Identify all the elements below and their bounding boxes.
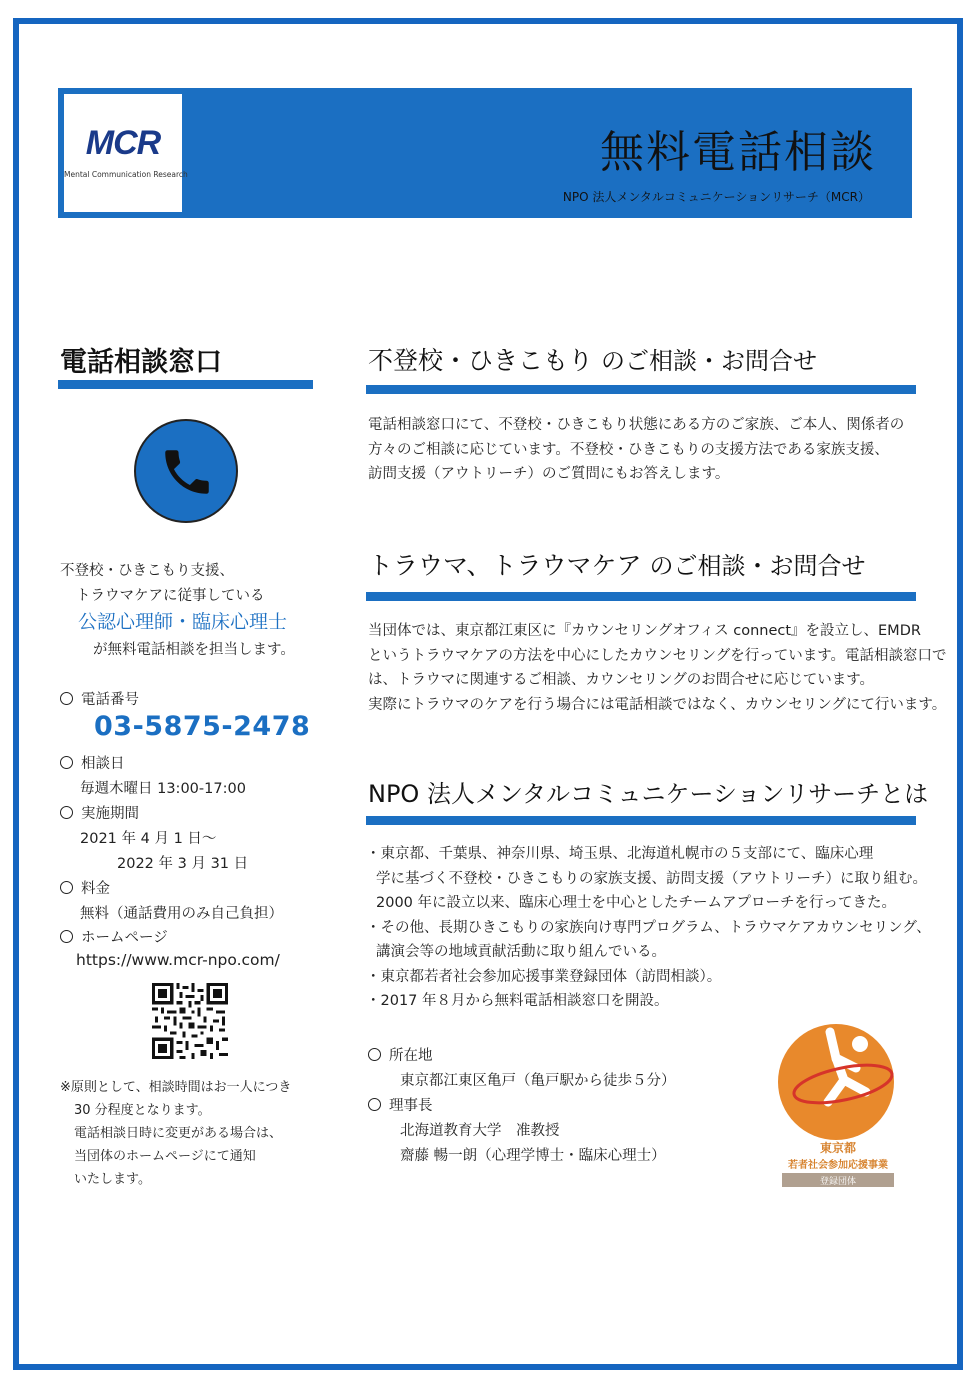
bullet-circle-icon [368, 1048, 381, 1061]
section-futoko-title [368, 341, 817, 377]
fee-value: 無料（通話費用のみ自己負担） [80, 906, 283, 922]
paragraph-line: 学に基づく不登校・ひきこもりの家族支援、訪問支援（アウトリーチ）に取り組む。 [376, 870, 927, 887]
period-start: 2021 年 4 月 1 日～ [80, 831, 217, 847]
section-trauma-title-sub: のご相談・お問合せ [649, 552, 866, 580]
paragraph-line: 方々のご相談に応じています。不登校・ひきこもりの支援方法である家族支援、 [368, 441, 889, 458]
day-label-row [60, 752, 125, 773]
director-name: 齋藤 暢一朗（心理学博士・臨床心理士） [400, 1148, 666, 1164]
tokyo-youth-badge [768, 1010, 908, 1195]
period-end: 2022 年 3 月 31 日 [117, 856, 249, 872]
phone-number[interactable]: 03-5875-2478 [94, 711, 311, 742]
section-trauma-title [368, 546, 865, 582]
left-title-underline [58, 380, 313, 389]
paragraph-line: 電話相談窓口にて、不登校・ひきこもり状態にある方のご家族、ご本人、関係者の [368, 417, 905, 433]
note-line-3: 電話相談日時に変更がある場合は、 [74, 1126, 283, 1141]
page-title: 無料電話相談 [600, 127, 876, 178]
paragraph-line: というトラウマケアの方法を中心にしたカウンセリングを行っています。電話相談窓口で [368, 647, 947, 664]
section-about-title: NPO 法人メンタルコミュニケーションリサーチとは [368, 780, 929, 808]
paragraph-line: ・東京都若者社会参加応援事業登録団体（訪問相談）。 [366, 968, 722, 985]
header-banner [58, 88, 912, 218]
section-trauma-title-main: トラウマ、トラウマケア [368, 551, 642, 580]
bullet-circle-icon [60, 881, 73, 894]
paragraph-line: ・東京都、千葉県、神奈川県、埼玉県、北海道札幌市の５支部にて、臨床心理 [366, 846, 874, 862]
homepage-url[interactable]: https://www.mcr-npo.com/ [76, 951, 280, 969]
paragraph-line: 訪問支援（アウトリーチ）のご質問にもお答えします。 [368, 466, 730, 482]
note-line-4: 当団体のホームページにて通知 [74, 1149, 256, 1164]
address-label-row [368, 1044, 433, 1065]
day-value: 毎週木曜日 13:00-17:00 [80, 781, 246, 797]
paragraph-line: 実際にトラウマのケアを行う場合には電話相談ではなく、カウンセリングにて行います。 [368, 696, 947, 713]
fee-label: 料金 [81, 881, 110, 897]
note-line-5: いたします。 [74, 1172, 151, 1187]
phone-label: 電話番号 [81, 692, 139, 708]
intro-line-1: 不登校・ひきこもり支援、 [60, 563, 234, 579]
section-futoko-underline [366, 385, 916, 394]
phone-label-row [60, 688, 139, 709]
section-about-underline [366, 816, 916, 825]
homepage-label-row [60, 926, 168, 947]
intro-line-2: トラウマケアに従事している [76, 588, 265, 604]
paragraph-line: ・その他、長期ひきこもりの家族向け専門プログラム、トラウマケアカウンセリング、 [366, 919, 931, 936]
license-text: 公認心理師・臨床心理士 [78, 611, 288, 633]
paragraph-line: 講演会等の地域貢献活動に取り組んでいる。 [376, 944, 666, 960]
day-label: 相談日 [81, 756, 125, 772]
paragraph-line: 2000 年に設立以来、臨床心理士を中心としたチームアプローチを行ってきた。 [376, 895, 897, 911]
mcr-logo [64, 94, 188, 212]
qr-code[interactable] [152, 983, 228, 1059]
badge-line-3: 登録団体 [819, 1177, 857, 1187]
paragraph-line: は、トラウマに関連するご相談、カウンセリングのお問合せに応じています。 [368, 672, 875, 688]
homepage-label: ホームページ [81, 930, 168, 946]
bullet-circle-icon [60, 930, 73, 943]
note-line-1: ※原則として、相談時間はお一人につき [60, 1080, 292, 1095]
section-futoko-title-sub: のご相談・お問合せ [600, 347, 817, 375]
director-label-row [368, 1094, 433, 1115]
section-futoko-body [368, 413, 904, 487]
bullet-circle-icon [60, 806, 73, 819]
phone-icon [134, 419, 238, 523]
section-trauma-body [368, 619, 947, 717]
period-label: 実施期間 [81, 806, 139, 822]
logo-text: MCR [85, 124, 161, 162]
note-line-2: 30 分程度となります。 [74, 1103, 211, 1118]
bullet-circle-icon [60, 692, 73, 705]
intro-line-3: が無料電話相談を担当します。 [93, 642, 295, 658]
section-futoko-title-main: 不登校・ひきこもり [368, 346, 594, 375]
section-about-body [366, 842, 931, 1014]
badge-line-1: 東京都 [819, 1141, 857, 1155]
address-value: 東京都江東区亀戸（亀戸駅から徒歩５分） [400, 1073, 676, 1089]
address-label: 所在地 [389, 1048, 433, 1064]
period-label-row [60, 802, 139, 823]
paragraph-line: 当団体では、東京都江東区に『カウンセリングオフィス connect』を設立し、EMDR [368, 623, 921, 639]
director-affiliation: 北海道教育大学 准教授 [400, 1123, 560, 1139]
badge-line-2: 若者社会参加応援事業 [788, 1160, 888, 1171]
director-label: 理事長 [389, 1098, 433, 1114]
section-trauma-underline [366, 592, 916, 601]
logo-subtitle: Mental Communication Research [64, 170, 188, 179]
organization-name: NPO 法人メンタルコミュニケーションリサーチ（MCR） [562, 190, 870, 204]
paragraph-line: ・2017 年８月から無料電話相談窓口を開設。 [366, 993, 669, 1009]
bullet-circle-icon [368, 1098, 381, 1111]
bullet-circle-icon [60, 756, 73, 769]
left-section-title: 電話相談窓口 [60, 347, 222, 378]
fee-label-row [60, 877, 110, 898]
